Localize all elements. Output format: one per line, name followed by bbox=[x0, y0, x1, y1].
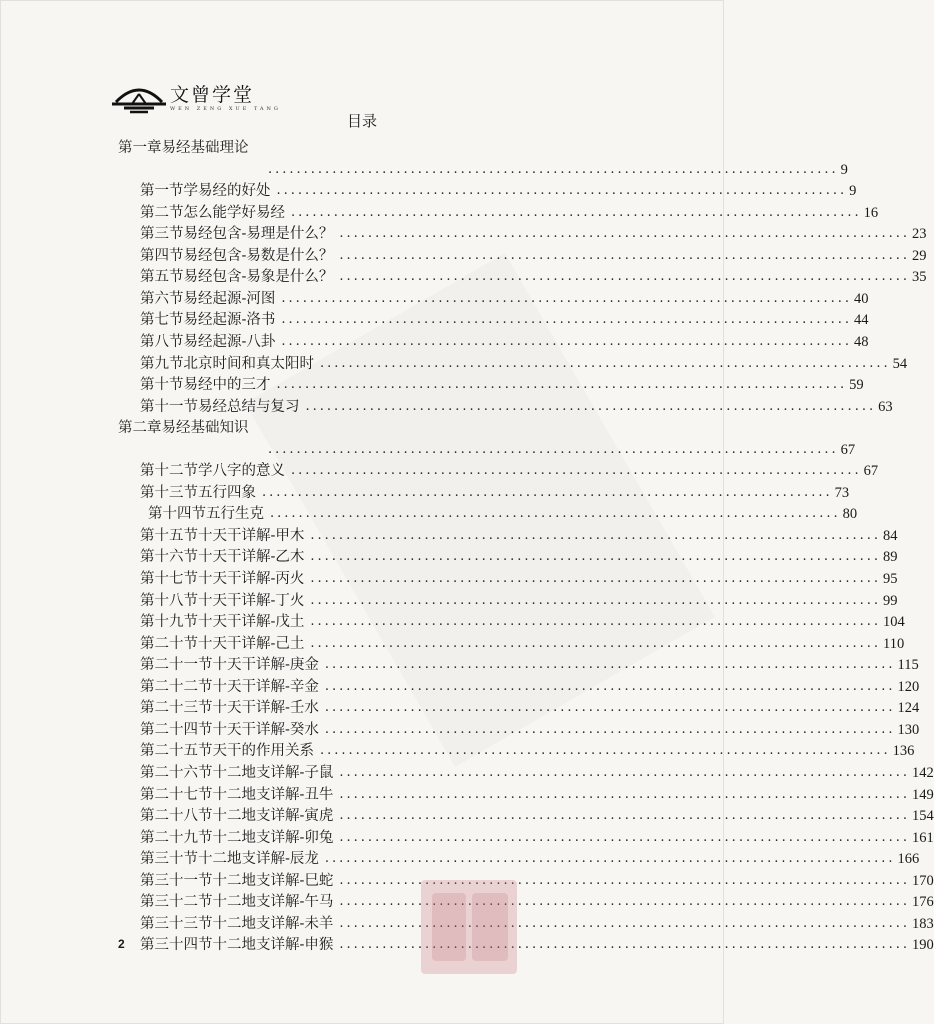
dot-leader: ................................................................................ bbox=[310, 614, 881, 630]
section-title: 第七节易经起源-洛书 bbox=[140, 312, 276, 329]
chapter-page-number: 9 bbox=[840, 161, 848, 178]
dot-leader: ................................................................................ bbox=[339, 937, 910, 953]
section-page-number: 63 bbox=[878, 398, 893, 415]
section-page-number: 84 bbox=[883, 527, 898, 544]
toc-entry bbox=[140, 698, 920, 718]
dot-leader: ................................................................................ bbox=[339, 786, 910, 802]
section-page-number: 9 bbox=[849, 183, 857, 200]
section-page-number: 48 bbox=[854, 333, 869, 350]
dot-leader: ................................................................................ bbox=[339, 894, 910, 910]
toc-entry bbox=[140, 224, 927, 244]
toc-entry bbox=[140, 310, 869, 330]
toc-entry bbox=[140, 354, 908, 374]
toc-entry bbox=[140, 267, 927, 287]
section-page-number: 16 bbox=[863, 204, 879, 221]
section-page-number: 54 bbox=[892, 355, 908, 372]
chapter-leader-row bbox=[268, 160, 848, 180]
section-title: 第二十九节十二地支详解-卯兔 bbox=[140, 829, 334, 846]
section-title: 第十一节易经总结与复习 bbox=[140, 398, 300, 415]
dot-leader: ................................................................................ bbox=[339, 872, 910, 888]
toc-entry bbox=[140, 634, 905, 654]
section-page-number: 89 bbox=[883, 549, 898, 566]
section-title: 第二十一节十天干详解-庚金 bbox=[140, 657, 319, 674]
chapter-leader-row bbox=[268, 440, 856, 460]
dot-leader: ................................................................................ bbox=[339, 808, 910, 824]
dot-leader: ................................................................................ bbox=[270, 506, 841, 522]
toc-entry bbox=[140, 655, 919, 675]
section-title: 第四节易经包含-易数是什么？ bbox=[140, 247, 334, 264]
dot-leader: ................................................................................ bbox=[276, 377, 848, 393]
section-page-number: 124 bbox=[897, 700, 920, 717]
logo-romanization: WEN ZENG XUE TANG bbox=[170, 106, 281, 112]
section-page-number: 166 bbox=[897, 851, 920, 868]
dot-leader: ................................................................................ bbox=[324, 721, 896, 737]
toc-entry bbox=[148, 504, 858, 524]
section-page-number: 40 bbox=[854, 290, 869, 307]
toc-title: 目录 bbox=[346, 112, 377, 130]
toc-entry bbox=[140, 741, 915, 761]
toc-entry bbox=[140, 569, 898, 589]
section-title: 第十九节十天干详解-戊土 bbox=[140, 614, 305, 631]
section-title: 第十四节五行生克 bbox=[148, 506, 264, 523]
toc-entry bbox=[140, 203, 879, 223]
dot-leader: ................................................................................ bbox=[268, 441, 839, 457]
section-title: 第八节易经起源-八卦 bbox=[140, 333, 276, 350]
dot-leader: ................................................................................ bbox=[310, 527, 881, 543]
section-page-number: 23 bbox=[912, 226, 927, 243]
dot-leader: ................................................................................ bbox=[324, 851, 896, 867]
section-page-number: 95 bbox=[883, 571, 898, 587]
toc-entry bbox=[140, 806, 934, 826]
page-number: 2 bbox=[118, 937, 125, 951]
section-title: 第三十一节十二地支详解-巳蛇 bbox=[140, 872, 334, 889]
dot-leader: ................................................................................ bbox=[268, 161, 839, 177]
toc-entry bbox=[140, 677, 920, 697]
toc-entry bbox=[140, 785, 934, 805]
toc-entry bbox=[140, 375, 864, 395]
toc-entry bbox=[140, 763, 934, 783]
section-title: 第十节易经中的三才 bbox=[140, 377, 271, 394]
section-page-number: 59 bbox=[849, 377, 864, 394]
section-page-number: 67 bbox=[863, 463, 879, 480]
section-title: 第十二节学八字的意义 bbox=[140, 463, 285, 480]
toc-entry bbox=[140, 461, 879, 481]
section-title: 第三十四节十二地支详解-申猴 bbox=[140, 937, 334, 954]
dot-leader: ................................................................................ bbox=[320, 355, 891, 371]
section-title: 第二十二节十天干详解-辛金 bbox=[140, 678, 319, 695]
dot-leader: ................................................................................ bbox=[310, 635, 881, 651]
section-title: 第二十八节十二地支详解-寅虎 bbox=[140, 808, 334, 825]
section-page-number: 29 bbox=[912, 247, 927, 264]
toc-entry bbox=[140, 332, 869, 352]
section-page-number: 170 bbox=[912, 872, 934, 889]
toc-entry bbox=[140, 591, 898, 611]
section-title: 第三十节十二地支详解-辰龙 bbox=[140, 851, 319, 868]
toc-entry bbox=[140, 181, 857, 201]
section-title: 第十六节十天干详解-乙木 bbox=[140, 549, 305, 566]
section-title: 第九节北京时间和真太阳时 bbox=[140, 355, 314, 372]
section-title: 第二十三节十天干详解-壬水 bbox=[140, 700, 319, 717]
section-title: 第二十四节十天干详解-癸水 bbox=[140, 721, 319, 738]
section-title: 第十三节五行四象 bbox=[140, 484, 256, 501]
section-page-number: 176 bbox=[912, 894, 934, 911]
dot-leader: ................................................................................ bbox=[262, 484, 833, 500]
logo-name: 文曾学堂 bbox=[170, 84, 255, 106]
section-page-number: 44 bbox=[854, 312, 869, 329]
dot-leader: ................................................................................ bbox=[310, 571, 881, 586]
toc-entry bbox=[140, 935, 934, 955]
section-page-number: 99 bbox=[883, 592, 898, 609]
dot-leader: ................................................................................ bbox=[276, 183, 848, 199]
chapter-page-number: 67 bbox=[840, 441, 856, 458]
dot-leader: ................................................................................ bbox=[339, 829, 910, 845]
section-page-number: 190 bbox=[912, 937, 934, 954]
section-title: 第三节易经包含-易理是什么？ bbox=[140, 226, 334, 243]
dot-leader: ................................................................................ bbox=[324, 678, 896, 694]
toc-entry bbox=[140, 871, 934, 891]
dot-leader: ................................................................................ bbox=[310, 549, 881, 565]
dot-leader: ................................................................................ bbox=[324, 657, 896, 673]
toc-entry bbox=[140, 547, 898, 567]
section-page-number: 154 bbox=[912, 808, 934, 825]
chapter-title: 第二章易经基础知识 bbox=[118, 420, 249, 437]
toc-entry bbox=[140, 526, 898, 546]
section-page-number: 130 bbox=[897, 721, 920, 738]
dot-leader: ................................................................................ bbox=[281, 333, 852, 349]
section-page-number: 80 bbox=[842, 506, 858, 523]
section-title: 第三十二节十二地支详解-午马 bbox=[140, 894, 334, 911]
dot-leader: ................................................................................ bbox=[324, 700, 896, 716]
section-page-number: 142 bbox=[912, 764, 934, 781]
section-page-number: 183 bbox=[912, 915, 934, 932]
section-title: 第五节易经包含-易象是什么？ bbox=[140, 269, 334, 286]
section-page-number: 161 bbox=[912, 829, 934, 846]
section-title: 第二十六节十二地支详解-子鼠 bbox=[140, 764, 334, 781]
section-page-number: 104 bbox=[883, 614, 905, 631]
toc-entry bbox=[140, 849, 920, 869]
section-page-number: 120 bbox=[897, 678, 920, 695]
toc-entry bbox=[140, 612, 905, 632]
dot-leader: ................................................................................ bbox=[339, 915, 910, 931]
toc-entry bbox=[140, 720, 920, 740]
section-title: 第十五节十天干详解-甲木 bbox=[140, 527, 305, 544]
dot-leader: ................................................................................ bbox=[320, 743, 891, 759]
section-page-number: 73 bbox=[834, 484, 850, 501]
toc-entry bbox=[140, 828, 934, 848]
dot-leader: ................................................................................ bbox=[305, 398, 877, 414]
section-page-number: 35 bbox=[912, 269, 927, 286]
section-title: 第十八节十天干详解-丁火 bbox=[140, 592, 305, 609]
section-page-number: 115 bbox=[897, 657, 919, 674]
dot-leader: ................................................................................ bbox=[281, 290, 852, 306]
section-page-number: 136 bbox=[892, 743, 915, 760]
section-title: 第十七节十天干详解-丙火 bbox=[140, 571, 305, 587]
dot-leader: ................................................................................ bbox=[281, 312, 852, 328]
toc-entry bbox=[140, 289, 869, 309]
section-title: 第一节学易经的好处 bbox=[140, 183, 271, 200]
dot-leader: ................................................................................ bbox=[310, 592, 881, 608]
dot-leader: ................................................................................ bbox=[339, 226, 910, 242]
toc-entry bbox=[140, 914, 934, 934]
dot-leader: ................................................................................ bbox=[339, 269, 910, 285]
dot-leader: ................................................................................ bbox=[339, 247, 910, 263]
seal-character-left bbox=[432, 893, 466, 961]
dot-leader: ................................................................................ bbox=[291, 463, 862, 479]
section-title: 第三十三节十二地支详解-未羊 bbox=[140, 915, 334, 932]
section-title: 第二节怎么能学好易经 bbox=[140, 204, 285, 221]
toc-entry bbox=[140, 892, 934, 912]
dot-leader: ................................................................................ bbox=[339, 764, 910, 780]
section-title: 第二十五节天干的作用关系 bbox=[140, 743, 314, 760]
dot-leader: ................................................................................ bbox=[291, 204, 862, 220]
section-title: 第六节易经起源-河图 bbox=[140, 290, 276, 307]
toc-entry bbox=[140, 483, 850, 503]
seal-character-right bbox=[472, 893, 508, 961]
section-page-number: 110 bbox=[883, 635, 905, 652]
section-title: 第二十节十天干详解-己土 bbox=[140, 635, 305, 652]
section-title: 第二十七节十二地支详解-丑牛 bbox=[140, 786, 334, 803]
toc-entry bbox=[140, 246, 927, 266]
chapter-title: 第一章易经基础理论 bbox=[118, 140, 249, 156]
toc-entry bbox=[140, 397, 893, 417]
section-page-number: 149 bbox=[912, 786, 934, 803]
